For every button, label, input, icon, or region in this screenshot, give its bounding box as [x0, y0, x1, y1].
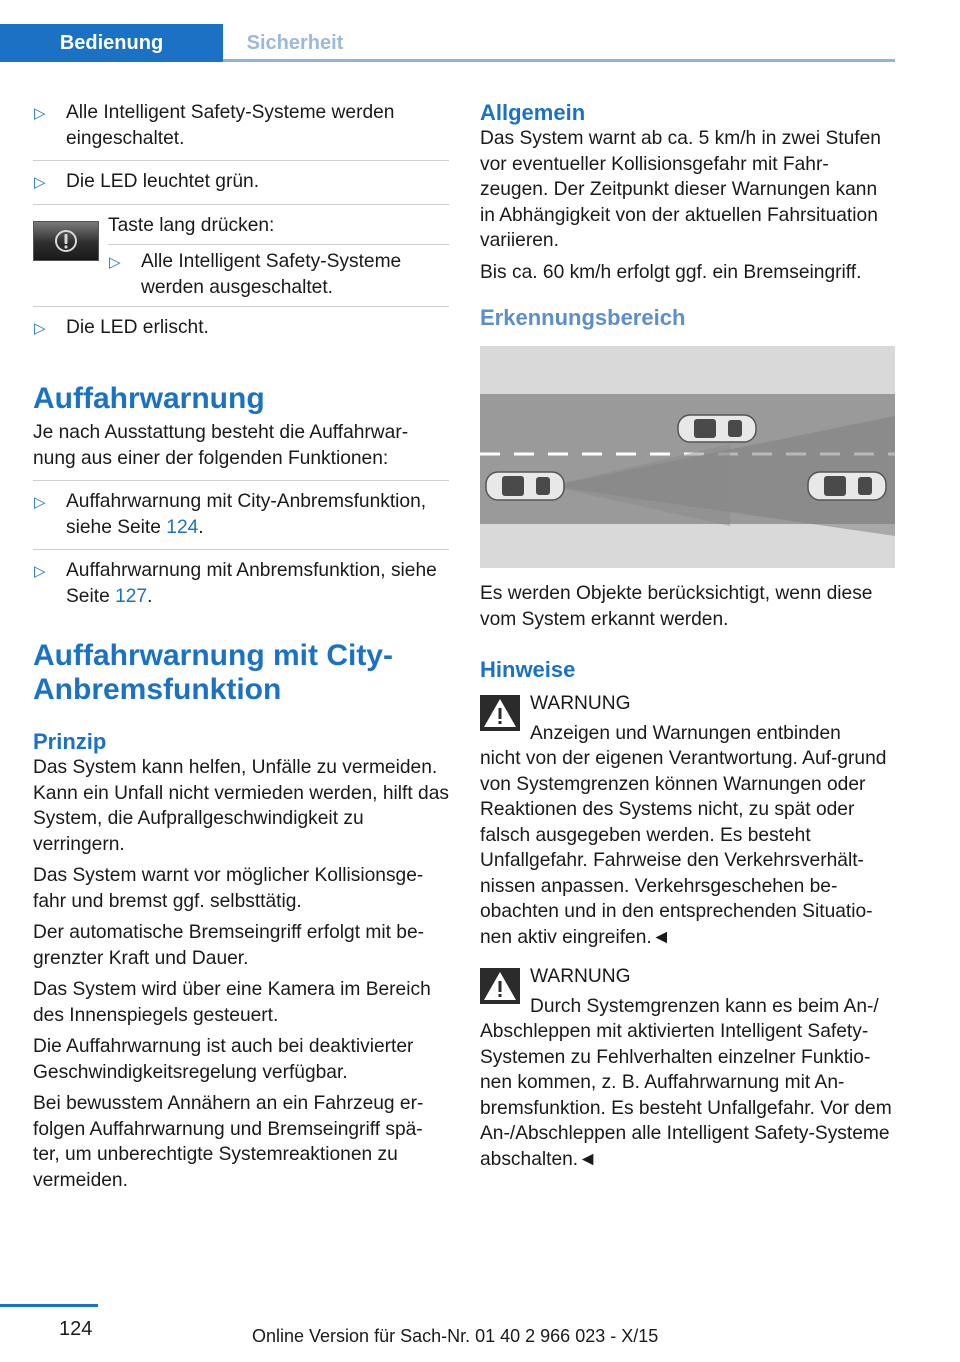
list-divider [33, 204, 449, 205]
bullet-triangle-icon: ▷ [34, 174, 46, 191]
car-icon [486, 472, 564, 500]
list-divider [33, 160, 449, 161]
paragraph: Der automatische Bremseingriff erfolgt mit be-grenzter Kraft und Dauer. [33, 922, 425, 969]
paragraph: Bei bewusstem Annähern an ein Fahrzeug er-folgen Auffahrwarnung und Bremseingriff spä-ter, um unberechtigte Systemreaktionen zu vermeiden. [33, 1093, 424, 1191]
list-item: ▷ Die LED erlischt. [33, 315, 449, 341]
heading-auffahrwarnung: Auffahrwarnung [33, 382, 265, 415]
bullet-triangle-icon: ▷ [34, 319, 46, 337]
road-illustration [480, 346, 895, 568]
paragraph: Das System warnt ab ca. 5 km/h in zwei Stufen vor eventueller Kollisionsgefahr mit Fahr-zeugen. Der Zeitpunkt dieser Warnungen kann in Abhängigkeit von der aktuellen Fahrsituation variieren. [480, 128, 881, 251]
online-version: Online Version für Sach-Nr. 01 40 2 966 023 - X/15 [252, 1326, 659, 1346]
key-instruction [33, 213, 449, 304]
paragraph: Es werden Objekte berücksichtigt, wenn diese vom System erkannt werden. [480, 583, 873, 630]
warning-title: WARNUNG [530, 966, 631, 987]
bullet-triangle-icon: ▷ [34, 494, 46, 511]
warning-title: WARNUNG [530, 693, 631, 714]
list-item: ▷ Auffahrwarnung mit City-Anbremsfunktion, siehe Seite 124. [34, 491, 427, 538]
right-column [480, 100, 895, 1172]
bullet-triangle-icon: ▷ [34, 105, 46, 122]
auffahr-intro: Je nach Ausstattung besteht die Auffahrwar-nung aus einer der folgenden Funktionen: [33, 422, 409, 469]
heading-prinzip: Prinzip [33, 729, 107, 754]
warning-block [480, 691, 895, 950]
warning-text: Anzeigen und Warnungen entbinden [530, 722, 841, 744]
page-link-124[interactable]: 124 [166, 516, 199, 538]
heading-erkennungsbereich: Erkennungsbereich [480, 305, 686, 330]
tab-sicherheit[interactable]: Sicherheit [246, 31, 344, 54]
safety-button-icon [33, 221, 99, 261]
detection-range-figure [480, 346, 895, 568]
heading-allgemein: Allgemein [480, 100, 586, 125]
paragraph: Das System warnt vor möglicher Kollisionsge-fahr und bremst ggf. selbsttätig. [33, 865, 424, 912]
warning-icon [480, 695, 520, 731]
list-divider [33, 306, 449, 307]
paragraph: Das System wird über eine Kamera im Bereich des Innenspiegels gesteuert. [33, 979, 431, 1026]
heading-hinweise: Hinweise [480, 657, 576, 682]
header-tabbar [0, 0, 895, 62]
page-link-127[interactable]: 127 [115, 585, 148, 607]
heading-city-anbremsfunktion: Auffahrwarnung mit City-Anbremsfunktion [33, 639, 393, 706]
warning-text: nicht von der eigenen Verantwortung. Auf-grund von Systemgrenzen können Warnungen oder Reaktionen des Systems nicht, zu spät oder falsch ausgegeben werden. Es besteht Unfallgefahr. Fahrweise den Verkehrsverhält-nissen anpassen. Verkehrsgeschehen be-obachten und in den entsprechenden Situatio-nen aktiv eingreifen.◄ [480, 748, 887, 948]
car-icon [678, 415, 756, 442]
header-divider [223, 59, 895, 62]
key-text: Taste lang drücken: ▷ Alle Intelligent Safety-Systeme werden ausgeschaltet. [108, 213, 449, 301]
paragraph: Die Auffahrwarnung ist auch bei deaktivierter Geschwindigkeitsregelung verfügbar. [33, 1036, 414, 1083]
car-icon [808, 472, 886, 500]
paragraph: Das System kann helfen, Unfälle zu vermeiden. Kann ein Unfall nicht vermieden werden, hilft das System, die Aufprallgeschwindigkeit zu verringern. [33, 757, 449, 855]
list-item: ▷ Alle Intelligent Safety-Systeme werden eingeschaltet. [34, 102, 395, 149]
list-divider [33, 549, 449, 550]
list-divider [108, 244, 449, 245]
page-number: 124 [59, 1318, 93, 1340]
list-divider [33, 480, 449, 481]
warning-text: Abschleppen mit aktivierten Intelligent Safety-Systemen zu Fehlverhalten einzelner Funktio-nen kommen, z. B. Auffahrwarnung mit An-bremsfunktion. Es besteht Unfallgefahr. Vor dem An-/Abschleppen alle Intelligent Safety-Systeme abschalten.◄ [480, 1021, 892, 1170]
tab-bedienung[interactable]: Bedienung [0, 24, 223, 62]
paragraph: Bis ca. 60 km/h erfolgt ggf. ein Bremseingriff. [480, 261, 862, 283]
list-item: ▷ Die LED leuchtet grün. [33, 169, 449, 195]
bullet-triangle-icon: ▷ [109, 254, 121, 271]
footer-divider [0, 1304, 98, 1307]
bullet-triangle-icon: ▷ [34, 563, 46, 580]
warning-icon [480, 968, 520, 1004]
left-column [33, 100, 449, 1193]
warning-text: Durch Systemgrenzen kann es beim An-/ [530, 995, 879, 1017]
list-item: ▷ Auffahrwarnung mit Anbremsfunktion, siehe Seite 127. [34, 560, 437, 607]
warning-block [480, 964, 895, 1172]
list-item: ▷ Alle Intelligent Safety-Systeme werden ausgeschaltet. [109, 251, 402, 298]
